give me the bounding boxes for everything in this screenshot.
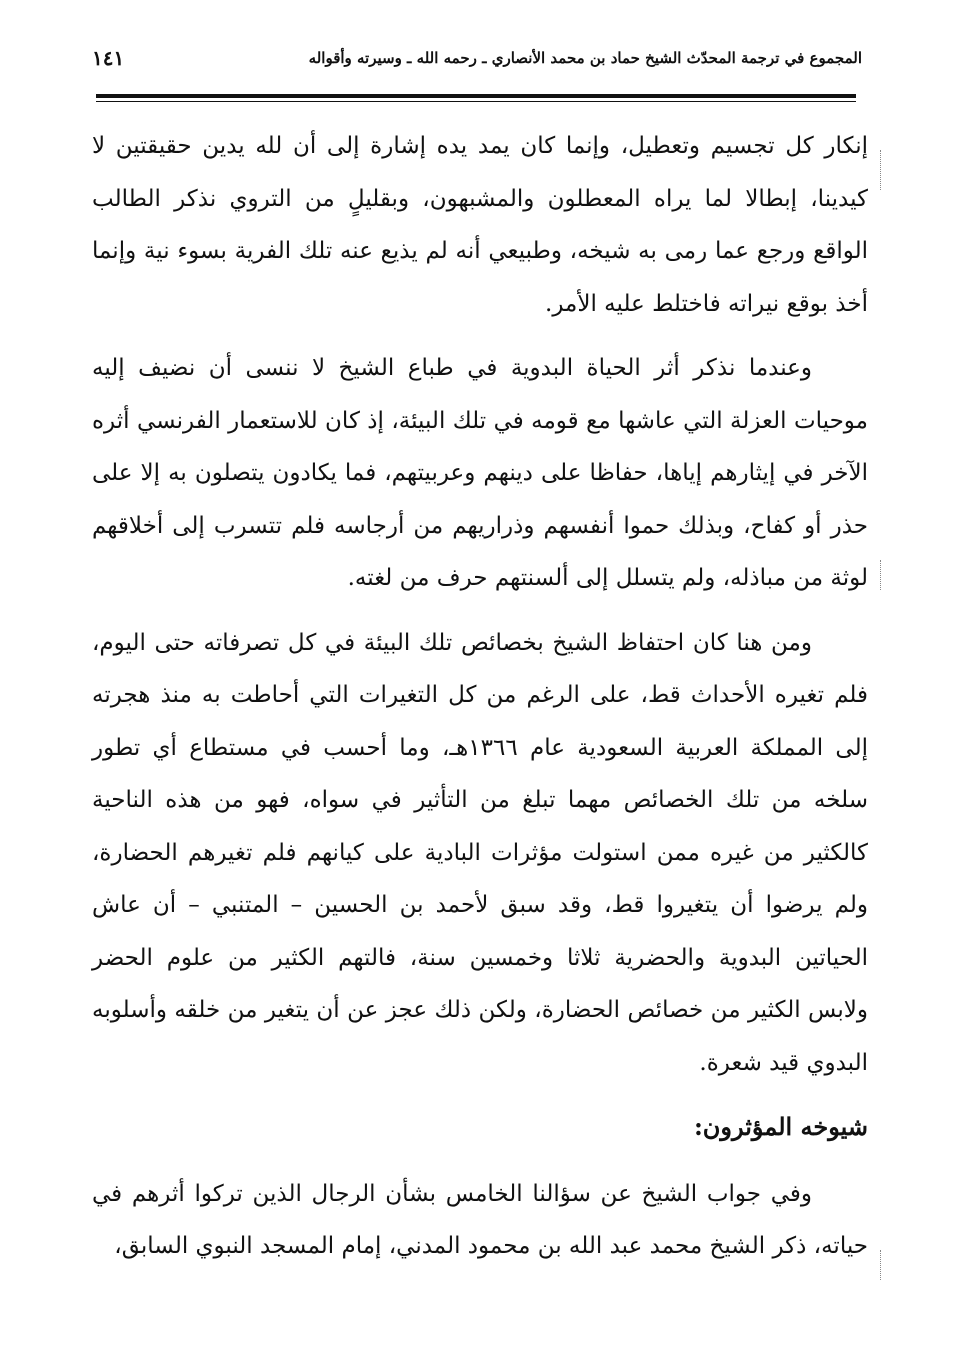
paragraph-2: وعندما نذكر أثر الحياة البدوية في طباع الشيخ لا ننسى أن نضيف إليه موحيات العزلة التي عاشها مع قومه في تلك البيئة، إذ كان للاستعمار الفرنسي أثره الآخر في إيثارهم إياها، حفاظا على دينهم وعربيتهم، فما يكادون يتصلون به إلا على حذر أو كفاح، وبذلك حموا أنفسهم وذراريهم من أرجاسه فلم تتسرب إلى أخلاقهم لوثة من مباذله، ولم يتسلل إلى ألسنتهم حرف من لغته.: [92, 355, 868, 591]
margin-scan-mark: [880, 1250, 881, 1280]
section-heading: شيوخه المؤثرون:: [693, 1112, 868, 1141]
header-rule-thin: [96, 101, 856, 102]
paragraph-1: إنكار كل تجسيم وتعطيل، وإنما كان يمد يده إشارة إلى أن لله يدين حقيقتين لا كيدينا، إبطالا لما يراه المعطلون والمشبهون، وبقليلٍ من التروي نذكر الطالب الواقع ورجع عما رمى به شيخه، وطبيعي أنه لم يذيع عنه تلك الفرية بسوء نية وإنما أخذ بوقع نيراته فاختلط عليه الأمر.: [92, 133, 868, 317]
page-number: ١٤١: [92, 46, 125, 70]
running-header: [92, 38, 862, 78]
margin-scan-mark: [880, 150, 881, 190]
main-text: [92, 120, 868, 1285]
header-title: المجموع في ترجمة المحدّث الشيخ حماد بن محمد الأنصاري ـ رحمه الله ـ وسيرته وأقواله: [308, 49, 862, 67]
paragraph-3: ومن هنا كان احتفاظ الشيخ بخصائص تلك البيئة في كل تصرفاته حتى اليوم، فلم تغيره الأحداث قط، على الرغم من كل التغيرات التي أحاطت به منذ هجرته إلى المملكة العربية السعودية عام ١٣٦٦هـ، وما أحسب في مستطاع أي تطور سلخه من تلك الخصائص مهما تبلغ من التأثير في سواه، فهو من هذه الناحية كالكثير من غيره ممن استولت مؤثرات البادية على كيانهم فلم تغيرهم الحضارة، ولم يرضوا أن يتغيروا قط، وقد سبق لأحمد بن الحسين – المتنبي – أن عاش الحياتين البدوية والحضرية ثلاثا وخمسين سنة، فالتهم الكثير من علوم الحضر ولابس الكثير من خصائص الحضارة، ولكن ذلك عجز عن أن يتغير من خلقه وأسلوبه البدوي قيد شعرة.: [92, 629, 868, 1076]
margin-scan-mark: [880, 560, 881, 590]
header-rule-thick: [96, 94, 856, 98]
paragraph-4: وفي جواب الشيخ عن سؤالنا الخامس بشأن الرجال الذين تركوا أثرهم في حياته، ذكر الشيخ محمد عبد الله بن محمود المدني، إمام المسجد النبوي السابق،: [92, 1180, 868, 1259]
